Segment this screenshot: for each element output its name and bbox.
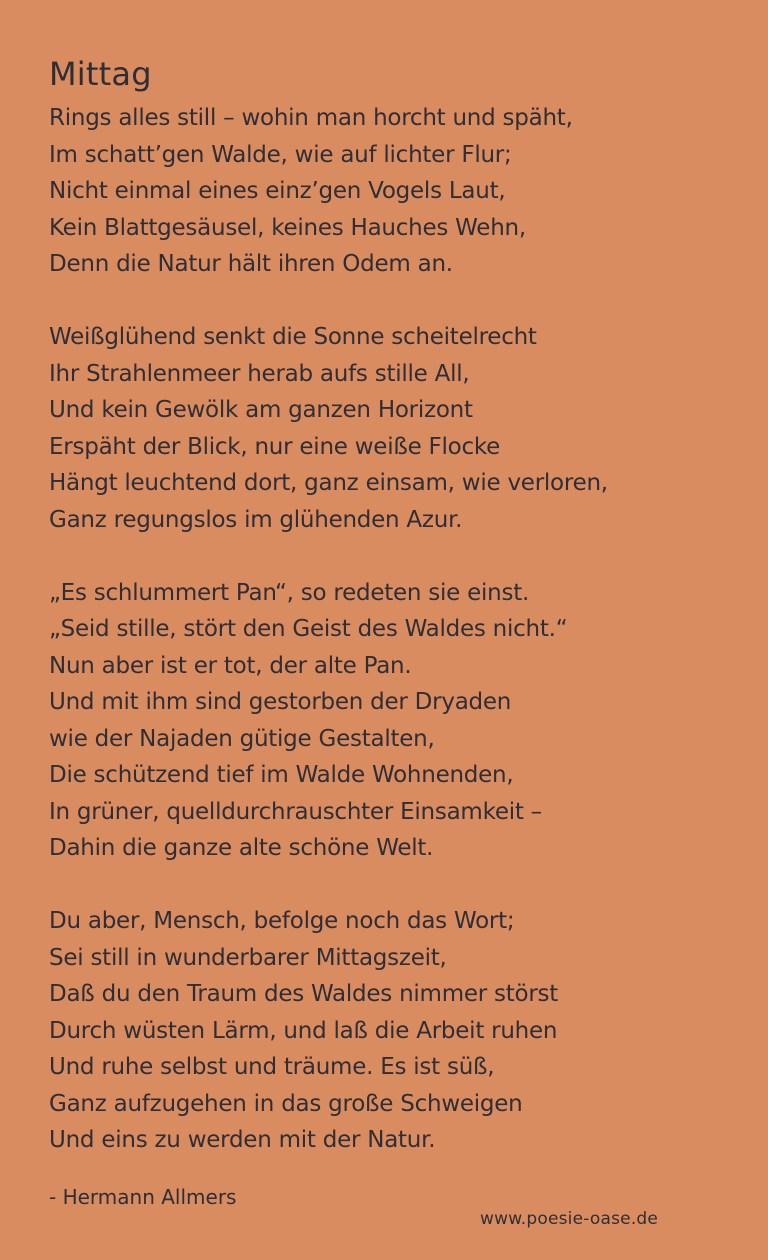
poem-line: Denn die Natur hält ihren Odem an. (49, 251, 453, 277)
poem-line: In grüner, quelldurchrauschter Einsamkeit – (49, 798, 542, 825)
poem-card (49, 54, 729, 1159)
stanza (49, 575, 729, 867)
stanza (49, 100, 729, 283)
poem-line: Erspäht der Blick, nur eine weiße Flocke (49, 433, 501, 460)
poem-line: „Es schlummert Pan“, so redeten sie einst. (49, 579, 530, 606)
poem-line: Und ruhe selbst und träume. Es ist süß, (49, 1054, 495, 1080)
stanza (49, 903, 729, 1159)
poem-line: Und mit ihm sind gestorben der Dryaden (49, 689, 512, 715)
poem-line: Und kein Gewölk am ganzen Horizont (49, 397, 473, 423)
poem-title: Mittag (49, 55, 152, 93)
poem-line: Ganz regungslos im glühenden Azur. (49, 506, 463, 533)
poem-line: Im schatt’gen Walde, wie auf lichter Flur; (49, 141, 512, 168)
poem-line: „Seid stille, stört den Geist des Waldes nicht.“ (49, 616, 568, 642)
poem-line: Durch wüsten Lärm, und laß die Arbeit ruhen (49, 1017, 558, 1044)
poem-author: - Hermann Allmers (49, 1185, 237, 1209)
poem-line: Kein Blattgesäusel, keines Hauches Wehn, (49, 214, 526, 241)
poem-line: Nun aber ist er tot, der alte Pan. (49, 652, 412, 679)
poem-line: Die schützend tief im Walde Wohnenden, (49, 762, 514, 788)
poem-line: Und eins zu werden mit der Natur. (49, 1127, 436, 1153)
poem-line: Daß du den Traum des Waldes nimmer störst (49, 981, 559, 1007)
site-url: www.poesie-oase.de (480, 1209, 659, 1229)
poem-line: Du aber, Mensch, befolge noch das Wort; (49, 908, 515, 934)
poem-line: Sei still in wunderbarer Mittagszeit, (49, 944, 447, 971)
stanza (49, 319, 729, 538)
poem-line: Weißglühend senkt die Sonne scheitelrecht (49, 324, 537, 350)
poem-line: wie der Najaden gütige Gestalten, (49, 725, 435, 752)
poem-line: Rings alles still – wohin man horcht und späht, (49, 105, 573, 131)
poem-line: Hängt leuchtend dort, ganz einsam, wie verloren, (49, 470, 608, 496)
poem-line: Ganz aufzugehen in das große Schweigen (49, 1090, 523, 1117)
poem-line: Ihr Strahlenmeer herab aufs stille All, (49, 360, 470, 387)
poem-line: Dahin die ganze alte schöne Welt. (49, 835, 434, 861)
poem-line: Nicht einmal eines einz’gen Vogels Laut, (49, 178, 506, 204)
